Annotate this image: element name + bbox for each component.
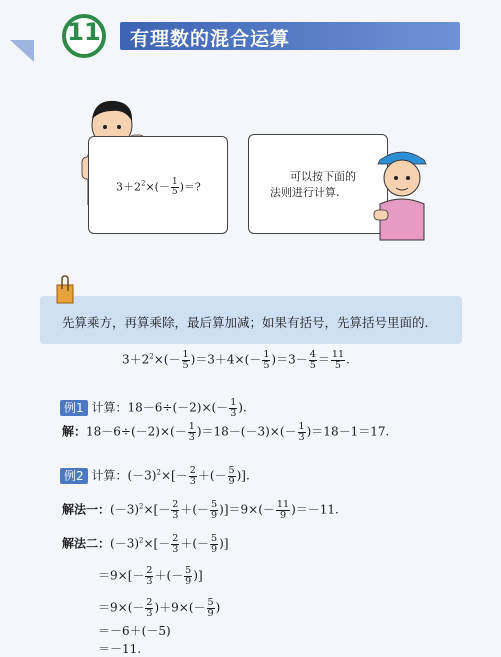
header-ribbon (10, 40, 34, 62)
example2-badge: 例2 (60, 468, 88, 484)
right-board-line1: 可以按下面的 (290, 170, 356, 183)
example2-method2-label: 解法二： (62, 536, 111, 551)
example2-step5: ＝－11. (98, 642, 142, 656)
example1-problem-label: 计算： (91, 400, 128, 415)
example2-problem-label: 计算： (91, 468, 128, 483)
example2-method1-label: 解法一： (62, 502, 111, 517)
section-number: 11 (67, 18, 101, 46)
example1-badge: 例1 (60, 400, 88, 416)
right-board-line2: 法则进行计算. (270, 186, 340, 199)
example2-method2-row: 解法二：$(-3)^2\times[-$ $\frac{2}{3}$ ＋(－ $\frac{5}{9}$ )] (62, 533, 229, 555)
rule-tip-text: 先算乘方，再算乘除，最后算加减；如果有括号，先算括号里面的. (62, 315, 429, 330)
example2-step4: ＝－6＋(－5) (98, 624, 171, 638)
left-board-equation: $3+2^2\times(-$ $\frac{1}{5}$ )＝? (116, 177, 201, 197)
main-example: $3+2^2\times(-$ $\frac{1}{5}$ )＝3＋4×(－ $\frac{1}{5}$ )＝3－ $\frac{4}{5}$ ＝ $\frac{11}{5}$ . (122, 349, 350, 371)
example1-problem-row: 例1 计算：18－6÷(－2)×(－ $\frac{1}{3}$ ). (60, 398, 247, 418)
example2-step3: ＝9×(－ $\frac{2}{3}$ )＋9×(－ $\frac{5}{9}$ ) (98, 597, 221, 619)
boy-right-illustration (372, 142, 432, 242)
section-title: 有理数的混合运算 (130, 28, 291, 50)
paper-clip-icon (54, 275, 76, 307)
example2-step2: ＝9×[－ $\frac{2}{3}$ ＋(－ $\frac{5}{9}$ )] (98, 565, 203, 587)
example2-problem-row: 例2 计算：$(-3)^2\times[-$ $\frac{2}{3}$ ＋(－ $\frac{5}{9}$ )]. (60, 466, 250, 486)
example2-method1-row: 解法一：$(-3)^2\times[-$ $\frac{2}{3}$ ＋(－ $\frac{5}{9}$ )]＝9×(－ $\frac{11}{9}$ )＝－11. (62, 499, 339, 521)
example1-solution-label: 解： (62, 424, 87, 439)
example1-solution-row: 解：18－6÷(－2)×(－ $\frac{1}{3}$ )＝18－(－3)×(－ $\frac{1}{3}$ )＝18－1＝17. (62, 421, 390, 443)
